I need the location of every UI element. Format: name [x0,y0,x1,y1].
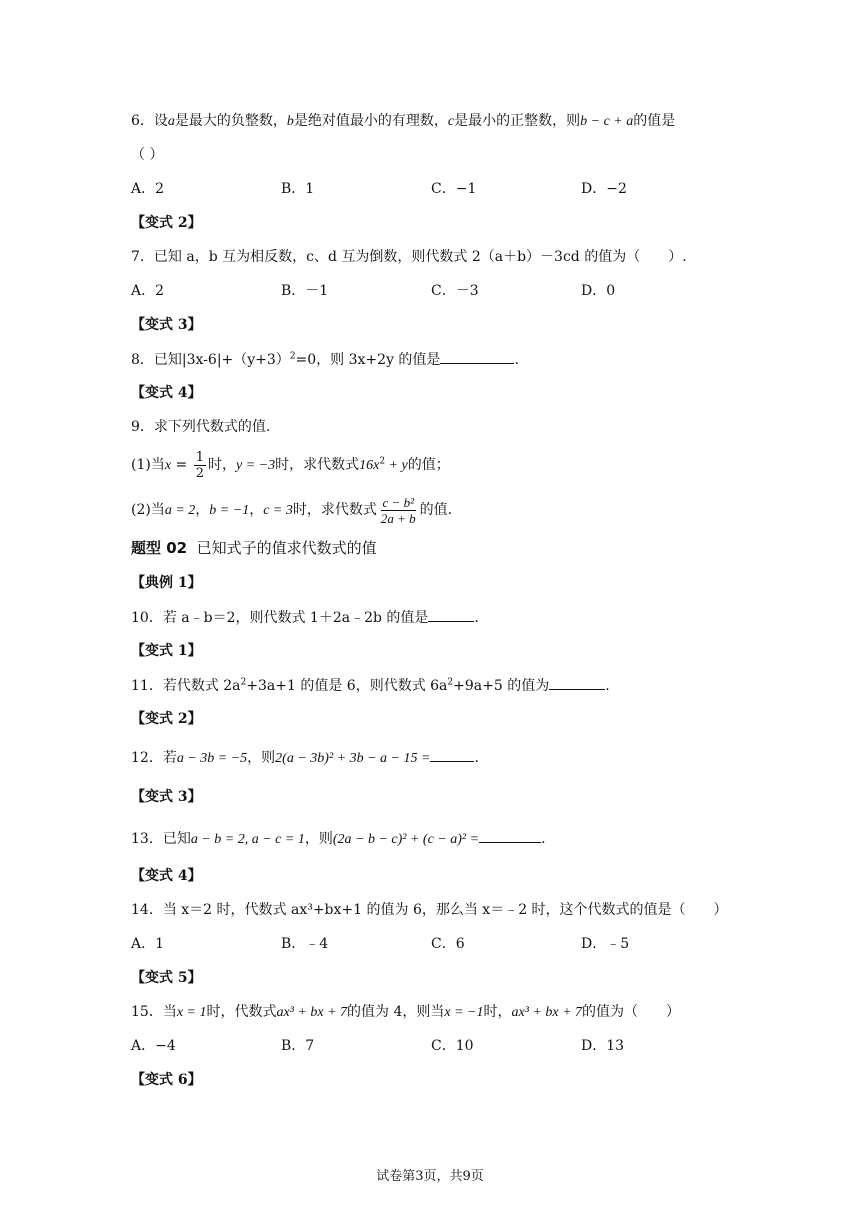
q15-option-a: A．−4 [131,1038,176,1054]
fraction-expression: $\frac{\text{c − b²}}{2a + b}$ [380,494,416,526]
variant-label: 【变式 1】 [131,643,202,659]
q6-option-a: A．2 [131,181,165,197]
answer-blank[interactable] [440,349,514,364]
question-12: 12．若a − 3b = −5，则2(a − 3b)² + 3b − a − 15 = . [131,747,479,769]
q7-option-c: C．－3 [431,283,479,299]
question-11: 11．若代数式 $2a^2+3a+1$ 的值是 6，则代数式 $6a^2+9a+5$ 的值为 . [131,675,610,696]
variant-label: 【变式 3】 [131,789,202,805]
q15-option-c: C．10 [431,1038,474,1054]
answer-blank[interactable] [479,828,541,843]
question-10: 10．若 a﹣b＝2，则代数式 1＋2a﹣2b 的值是 . [131,607,479,628]
question-9: 9．求下列代数式的值. [131,419,271,435]
q14-option-b: B．﹣4 [281,936,329,952]
q14-option-a: A．1 [131,936,165,952]
question-7: 7．已知 a，b 互为相反数，c、d 互为倒数，则代数式 2（a＋b）－3cd 的值为（ ）. [131,249,687,265]
q6-option-d: D．−2 [581,181,627,197]
question-15: 15．当x = 1时，代数式ax³ + bx + 7的值为 4，则当x = −1时，ax³ + bx + 7的值为（ ） [131,1004,681,1020]
variant-label: 【变式 5】 [131,970,202,986]
q9-part-2: (2)当a = 2，b = −1，c = 3时，求代数式 $\frac{\text{c − b²}}{2a + b}$ 的值. [131,494,453,526]
answer-blank[interactable] [428,607,474,622]
q14-option-c: C．6 [431,936,465,952]
q14-option-d: D．﹣5 [581,936,630,952]
q7-option-d: D．0 [581,283,616,299]
answer-blank[interactable] [430,747,474,762]
example-label: 【典例 1】 [131,575,202,591]
q6-expression: b − c + a [580,114,634,129]
variant-label: 【变式 4】 [131,385,202,401]
q6-paren: （ ） [131,147,164,163]
answer-blank[interactable] [549,675,605,690]
q7-option-a: A．2 [131,283,165,299]
question-6: 6．设a是最大的负整数，b是绝对值最小的有理数，c是最小的正整数，则b − c + a的值是 [131,113,676,129]
variant-label: 【变式 4】 [131,868,202,884]
fraction-one-half: $\frac{1}{2}$ [195,449,204,481]
question-8: 8．已知$|3x-6|+(y+3)^2=0$，则 3x+2y 的值是 . [131,349,519,370]
variant-label: 【变式 2】 [131,215,202,231]
section-heading: 题型 02 已知式子的值求代数式的值 [131,539,377,557]
q15-option-d: D．13 [581,1038,625,1054]
q15-option-b: B．7 [281,1038,315,1054]
q9-part-1: (1)当x = $\frac{1}{2}$ 时，y = −3时，求代数式$16x^2 + y$的值； [131,449,450,481]
q6-option-b: B．1 [281,181,315,197]
question-14: 14．当 x＝2 时，代数式 ax³+bx+1 的值为 6，那么当 x＝﹣2 时，这个代数式的值是（ ） [131,902,728,918]
q6-option-c: C．−1 [431,181,477,197]
page-footer: 试卷第3页，共9页 [376,1169,484,1184]
variant-label: 【变式 6】 [131,1072,202,1088]
q7-option-b: B．－1 [281,283,329,299]
q6-text-a: 6．设 [131,113,168,129]
variant-label: 【变式 3】 [131,317,202,333]
variant-label: 【变式 2】 [131,711,202,727]
question-13: 13．已知a − b = 2, a − c = 1，则(2a − b − c)² + (c − a)² = . [131,828,546,850]
